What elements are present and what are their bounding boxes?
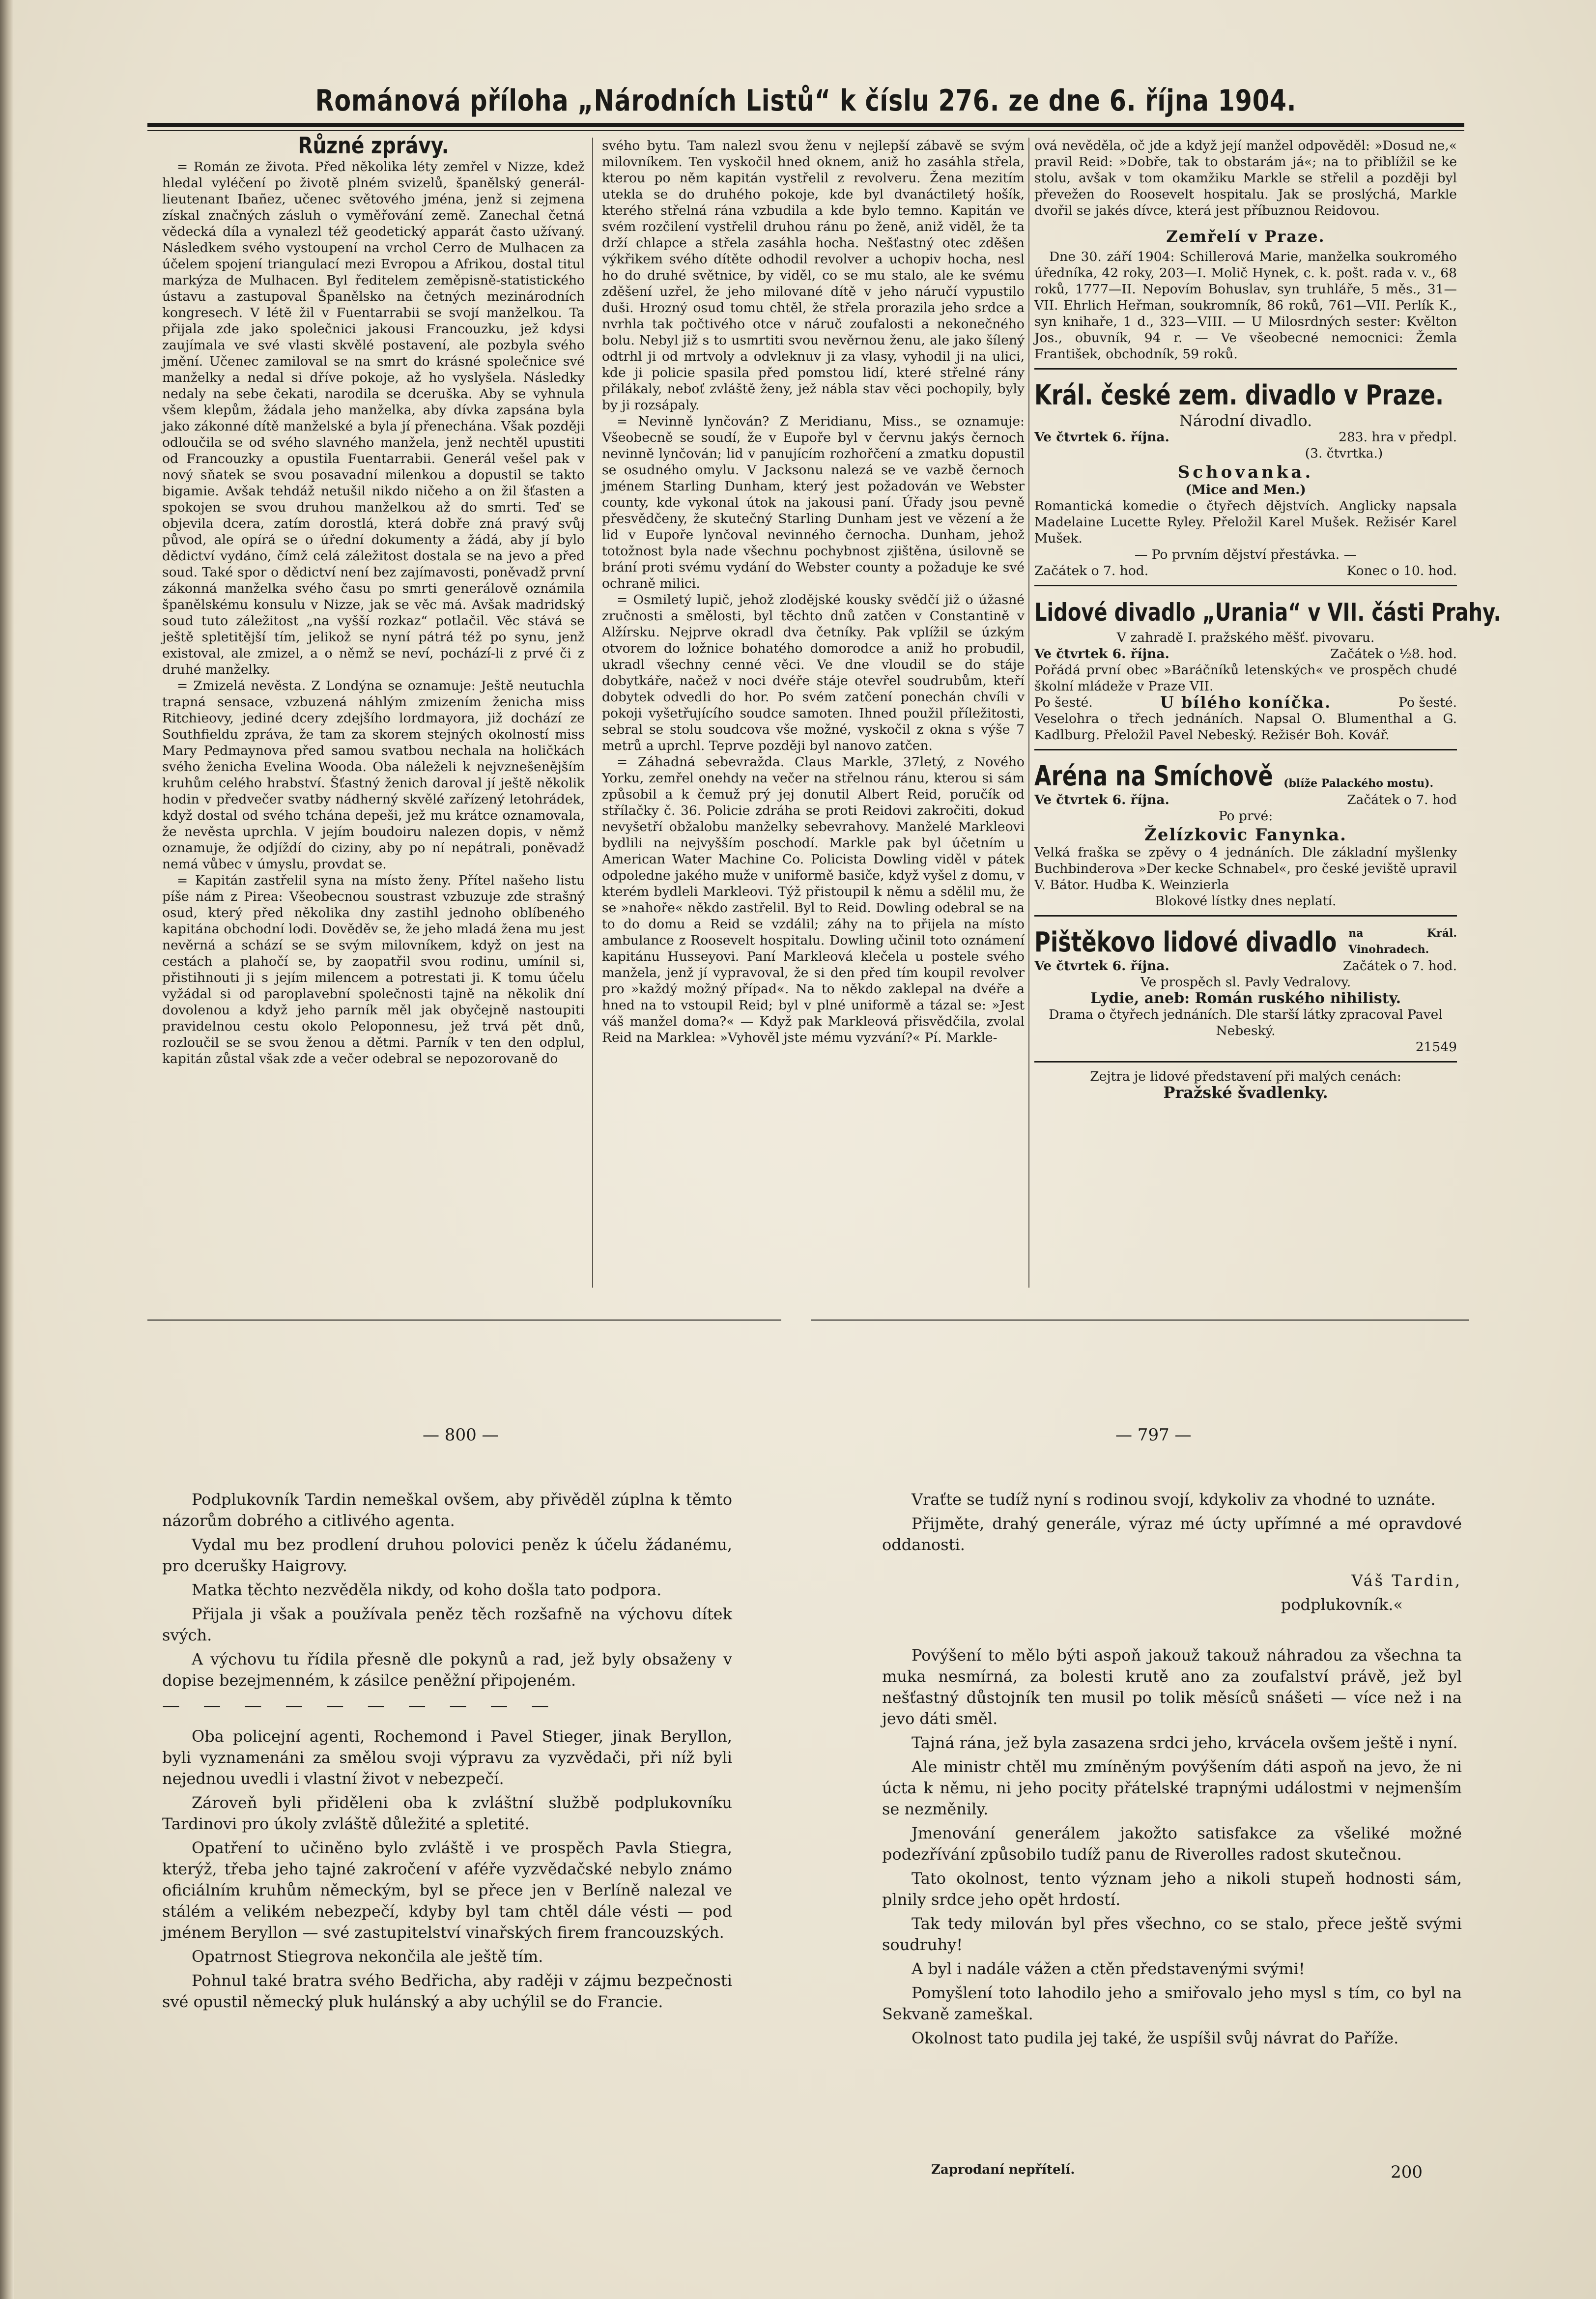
masthead-rule-thin bbox=[147, 130, 1464, 131]
play-title: Želízkovic Fanynka. bbox=[1144, 825, 1347, 845]
deaths-title: Zemřelí v Praze. bbox=[1166, 227, 1325, 246]
article-paragraph: = Záhadná sebevražda. Claus Markle, 37letý, z Nového Yorku, zemřel onehdy na večer na střelnou ránu, kterou si sám způsobil a k čemuž prý jej donutil Albert Reid, poručík od střílačky č. 36. Policie zdráha se proti Reidovi zakročiti, dokud nevyšetří obžalobu manželky sebevrahovy. Manželé Markleovi bydlili na nejvyšším poschodí. Markle pak byl účetním u American Water Machine Co. Policista Dowling viděl v pátek odpoledne jakého muže v uniformě basiče, když vyšel z domu, v kterém bydleli Markleovi. Týž přistoupil k němu a sdělil mu, že se »nahoře« někdo zastřelil. Byl to Reid. Dowling odebral se na to do domu a Reid se vzdálil; záhy na to přijela na místo ambulance z Roosevelt hospitalu. Dowling učinil toto oznámení kapitánu Husseyovi. Paní Markleová klečela u postele svého manžela, jenž jí vypravoval, že si den před tím koupil revolver pro »každý možný případ«. Na to někdo zaklepal na dvéře a hned na to vstoupil Reid; byl v plné uniformě a tázal se: »Jest váš manžel doma?« — Když pak Markleová přisvědčila, zvolal Reid na Markleа: »Vyhověl jste mému vyzvání?« Pí. Markle- bbox=[602, 754, 1025, 1045]
tickets-note: Blokové lístky dnes neplatí. bbox=[1155, 893, 1337, 909]
play-description: Romantická komedie o čtyřech dějstvích. Anglicky napsala Madelaine Lucette Ryley. Přeložil Karel Mušek. Režisér Karel Mušek. bbox=[1034, 498, 1457, 546]
theatre-date: Ve čtvrtek 6. října. bbox=[1034, 430, 1169, 445]
end-time: Konec o 10. hod. bbox=[1346, 563, 1457, 578]
article-paragraph: = Kapitán zastřelil syna na místo ženy. Přítel našeho listu píše nám z Pirea: Všeobecnou soustrast vzbuzuje zde strašný osud, který před několika dny zastihl jednoho oblíbeného kapitána obchodní lodi. Dověděv se, že jeho mladá žena mu jest nevěrná a schází se se svým milovníkem, když on jest na cestách a plahočí se, by zaopatřil svou rodinu, umínil si, přistihnouti ji s jejím milencem a potrestati ji. K tomu účelu vyžádal si od paroplavební společnosti tajně na několik dní dovolenou a když jeho parník měl jak obyčejně nastoupiti pravidelnou cestu okolo Peloponnesu, jež trvá pět dnů, rozloučil se se svou ženou a dětmi. Parník v ten den odplul, kapitán zůstal však zde a večer odebral se nepozorovaně do bbox=[162, 873, 585, 1066]
novel-paragraph: Povýšení to mělo býti aspoň jakouž takouž náhradou za všechna ta muka nesmírná, za bolesti krutě ano za zoufalství právě, jež byl nešťastný důstojník ten musil po tolik měsíců snášeti — více než i na jevo dáti směl. bbox=[882, 1646, 1462, 1728]
play-description: Veselohra o třech jednáních. Napsal O. Blumenthal a G. Kadlburg. Přeložil Pavel Nebeský. Režisér Boh. Kovář. bbox=[1034, 711, 1457, 743]
theatre-title-row bbox=[1034, 756, 1457, 792]
play-title: Lydie, aneb: Román ruského nihilisty. bbox=[1090, 990, 1401, 1007]
theatre-date-row bbox=[1034, 792, 1457, 808]
novel-paragraph: Tato okolnost, tento význam jeho a nikoli stupeň hodnosti sám, plnily srdce jeho opět hrdostí. bbox=[882, 1869, 1462, 1909]
theatre-title: Lidové divadlo „Urania“ v VII. části Prahy. bbox=[1034, 598, 1501, 627]
performance-number: 283. hra v předpl. bbox=[1339, 430, 1457, 445]
novel-paragraph: Přijala ji však a používala peněz těch rozšafně na výchovu dítek svých. bbox=[162, 1605, 732, 1644]
divider bbox=[1034, 585, 1457, 586]
article-paragraph: = Nevinně lynčován? Z Meridianu, Miss., se oznamuje: Všeobecně se soudí, že v Eupoře byl v červnu jakýs černoch nevinně lynčován; lid v panujícím rozhořčení a zmatku dopustil se osudného omylu. V Jacksonu nalezá se ve vazbě černoch jménem Starling Dunham, který jest požadován ve Webster county, kde vykonal útok na jakousi paní. Úřady jsou pevně přesvědčeny, že skutečný Starling Dunham jest ve vězení a že lid v Eupoře lynčoval nevinného černocha. Dunham, jehož totožnost byla nade všechnu pochybnost zjištěna, úsilovně se brání proti svému vydání do Webster county a požaduje ke své ochraně milici. bbox=[602, 414, 1025, 591]
theatre-title: Král. české zem. divadlo v Praze. bbox=[1034, 379, 1444, 411]
divider bbox=[1034, 1061, 1457, 1063]
benefit-note: Ve prospěch sl. Pavly Vedralovy. bbox=[1140, 975, 1351, 990]
divider bbox=[1034, 749, 1457, 750]
novel-paragraph: Pohnul také bratra svého Bedřicha, aby raději v zájmu bezpečnosti své opustil německý pluk hulánský a aby uchýlil se do Francie. bbox=[162, 1971, 732, 2011]
article-paragraph: ová nevěděla, oč jde a když její manžel odpověděl: »Dosud ne,« pravil Reid: »Dobře, tak to obstarám já«; na to přiblížil se ke stolu, avšak v tom okamžiku Markle se střelil a později byl převežen do Roosevelt hospitalu. Jak se proslýchá, Markle dvořil se jakés dívce, která jest příbuznou Reidovou. bbox=[1034, 138, 1457, 218]
cut-rule-left bbox=[147, 1320, 781, 1321]
page-number-left: — 800 — bbox=[423, 1425, 499, 1445]
masthead: Románová příloha „Národních Listů“ k číslu 276. ze dne 6. října 1904. bbox=[315, 84, 1297, 118]
masthead-rule bbox=[147, 123, 1464, 127]
novel-paragraph: Tajná rána, jež byla zasazena srdci jeho, krvácela ovšem ještě i nyní. bbox=[912, 1733, 1458, 1752]
page-number-right: — 797 — bbox=[1115, 1425, 1192, 1445]
novel-page-right bbox=[882, 1489, 1462, 2052]
novel-paragraph: Oba policejní agenti, Rochemond i Pavel Stieger, jinak Beryllon, byli vyznamenáni za smělou svoji výpravu za vyzvědači, při níž byli nejednou uvedli i vlastní život v nebezpečí. bbox=[162, 1727, 732, 1788]
article-paragraph: svého bytu. Tam nalezl svou ženu v nejlepší zábavě se svým milovníkem. Ten vyskočil hned oknem, aniž ho zasáhla střela, kterou po něm kapitán vystřelil z revolveru. Žena mezitím utekla se do druhého pokoje, kde byl dvanáctiletý hošík, kterého střelná rána vzbudila a kde bylo temno. Kapitán ve svém rozčilení vystřelil druhou ránu po ženě, aniž viděl, že ta drží chlapce a střela zasáhla hocha. Nešťastný otec zděšen výkřikem svého dítěte odhodil revolver a uchopiv hocha, nesl ho do druhé světnice, by viděl, co se mu stalo, ale ke svému zděšení uzřel, že jeho milované dítě v jeho náručí vypustilo duši. Hrozný osud tomu chtěl, že střela prorazila jeho srdce a nvrhla tak počtivého otce v náruč zoufalosti a nekonečného bolu. Nebyl již s to usmrtiti svou nevěrnou ženu, ale jako šílený odtrhl ji od mrtvoly a odvleknuv ji za vlasy, vyhodil ji na ulici, kde ji policie spasila před pomstou lidí, které střelné rány přilákaly, neboť zvláště ženy, jež nábla stav věci pochopily, byly by ji rozsápaly. bbox=[602, 138, 1025, 413]
intermission-note: — Po prvním dějství přestávka. — bbox=[1134, 547, 1357, 562]
theatre-location-note: na Král. Vinohradech. bbox=[1348, 927, 1457, 956]
play-prefix: Po šesté. bbox=[1034, 695, 1093, 710]
divider bbox=[1034, 368, 1457, 370]
deaths-list: Dne 30. září 1904: Schillerová Marie, manželka soukromého úředníka, 42 roky, 203—I. Molič Hynek, c. k. pošt. rada v. v., 68 roků, 1777—II. Nepovím Bohuslav, syn truhláře, 5 měs., 31—VII. Ehrlich Heřman, soukromník, 86 roků, 761—VII. Perlík K., syn knihaře, 1 d., 323—VIII. — U Milosrdných sester: Kvělton Jos., obuvník, 94 r. — Ve všeobecné nemocnici: Žemla František, obchodník, 59 roků. bbox=[1034, 249, 1457, 362]
novel-paragraph: Zároveň byli přiděleni oba k zvláštní službě podplukovníku Tardinovi pro úkoly zvláště důležité a spletité. bbox=[162, 1793, 732, 1833]
column-3 bbox=[1034, 138, 1501, 1102]
novel-paragraph: A výchovu tu řídila přesně dle pokynů a rad, jež byly obsaženy v dopise bezejmenném, k zásilce peněžní připojeném. bbox=[162, 1650, 732, 1690]
column-divider bbox=[1028, 138, 1029, 1288]
novel-paragraph: Vraťte se tudíž nyní s rodinou svojí, kdykoliv za vhodné to uznáte. bbox=[912, 1490, 1436, 1509]
play-title-row bbox=[1034, 694, 1457, 711]
novel-title-footer: Zaprodaní nepřítelí. bbox=[931, 2162, 1075, 2177]
tomorrow-note: Zejtra je lidové představení při malých cenách: bbox=[1090, 1069, 1401, 1084]
play-title: Schovanka. bbox=[1177, 462, 1314, 482]
column-1 bbox=[162, 132, 585, 1067]
play-description: Velká fraška se zpěvy o 4 jednáních. Dle základní myšlenky Buchbinderova »Der kecke Schnabel«, pro české jeviště upravil V. Bátor. Hudba K. Weinzierla bbox=[1034, 845, 1457, 892]
letter-signature-rank: podplukovník.« bbox=[1281, 1595, 1403, 1614]
article-paragraph: = Osmiletý lupič, jehož zlodějské kousky svědčí již o úžasné zručnosti a smělosti, byl těchto dnů zatčen v Constantině v Alžírsku. Nejprve okradl dva četníky. Pak vplížil se úzkým otvorem do ložnice bohatého domorodce a aniž ho probudil, ukradl všechny cenné věci. Ve dne vloudil se do stáje dobytkáře, načež v noci dvéře stáje otevřel soudrubům, kteří dobytek odvedli do hor. Po svém zatčení ponechán chvíli v pokoji vyšetřujícího soudce samoten. Ihned použil příležitosti, sebral se stolu soudcova vše možné, vyskočil z okna s výše 7 metrů a uprchl. Teprve později byl nanovo zatčen. bbox=[602, 592, 1025, 753]
performance-series: (3. čtvrtka.) bbox=[1305, 446, 1383, 461]
section-title: Různé zprávy. bbox=[298, 132, 449, 159]
novel-paragraph: Opatrnost Stiegrova nekončila ale ještě tím. bbox=[192, 1947, 543, 1966]
theatre-organizer: Pořádá první obec »Baráčníků letenských« ve prospěch chudé školní mládeže v Praze VII. bbox=[1034, 662, 1457, 694]
start-time: Začátek o 7. hod. bbox=[1034, 563, 1149, 578]
play-suffix: Po šesté. bbox=[1398, 695, 1457, 710]
novel-paragraph: Tak tedy milován byl přes všechno, co se stalo, přece ještě svými soudruhy! bbox=[882, 1914, 1462, 1954]
novel-paragraph: Ale ministr chtěl mu zmíněným povýšením dáti aspoň na jevo, že ni úcta k němu, ni jeho pocity přátelské trapnými událostmi v nejmenším se nezměnily. bbox=[882, 1757, 1462, 1818]
start-time: Začátek o ½8. hod. bbox=[1330, 646, 1457, 661]
novel-paragraph: Přijměte, drahý generále, výraz mé úcty upřímné a mé opravdové oddanosti. bbox=[882, 1514, 1462, 1554]
article-paragraph: = Román ze života. Před několika léty zemřel v Nizze, kdež hledal vyléčení po životě plném svizelů, španělský generál-lieutenant Ibañez, učenec světového jména, jenž si zejmena získal značných zásluh o vyměřování země. Zanechal četná vědecká díla a vynalezl též geodetický apparát často užívaný. Následkem svého vystoupení na vrchol Cerro de Mulhacen za účelem spojení triangulací mezi Evropou a Afrikou, dostal titul markýza de Mulhacen. Byl ředitelem zeměpisně-statistického ústavu a zastupoval Španělsko na četných mezinárodních kongresech. V létě žil v Fuentarrabii se svojí manželkou. Ta přijala zde jako společnici jakousi Francouzku, jež kdysi zaujímala ve své vlasti skvělé postavení, ale pozbyla svého jmění. Učenec zamiloval se na smrt do krásné společnice své manželky a nedal si dříve pokoje, až ho vyslyšela. Následky nedaly na sebe čekati, narodila se dceruška. Aby se vyhnula všem klepům, žádala jeho manželka, aby dívka zapsána byla jako zákonné dítě manželské a byla jí přenechána. Však později odloučila se od svého slavného manžela, jenž nechtěl upustiti od Francouzky a opustila Fuentarrabii. Generál vešel pak v nový sňatek se svou posavadní milenkou a dopustil se takto bigamie. Avšak tehdáž netušil nikdo ničeho a on žil šťasten a spokojen se svou druhou manželkou až do smrti. Teď se objevila dcera, zatím dorostlá, která dobře zná pravý svůj původ, ale opírá se o úřední dokumenty a žádá, aby jí bylo dědictví vydáno, čímž celá záležitost dostala se na jevo a před soud. Také spor o dědictví není bez zajímavosti, poněvadž první zákonná manželka svého času po smrti generálově oznámila španělskému konsulu v Nizze, jak se věc má. Avšak madridský soud tuto záležitost „na vyšší rozkaz“ potlačil. Věc stává se ještě spletitější tím, jelikož se nyní pátrá též po synu, jenž existoval, ale zmizel, a o němž se neví, pochází-li z prvé či z druhé manželky. bbox=[162, 159, 585, 677]
novel-paragraph: A byl i nadále vážen a ctěn představenými svými! bbox=[912, 1959, 1305, 1978]
theatre-date-row bbox=[1034, 429, 1457, 445]
binding-edge bbox=[0, 0, 14, 2299]
column-2 bbox=[602, 138, 1025, 1046]
divider bbox=[1034, 915, 1457, 917]
start-time: Začátek o 7. hod bbox=[1347, 792, 1457, 807]
tomorrow-play: Pražské švadlenky. bbox=[1163, 1083, 1328, 1102]
theatre-date: Ve čtvrtek 6. října. bbox=[1034, 646, 1169, 661]
theatre-subtitle: Národní divadlo. bbox=[1179, 411, 1312, 430]
theatre-date-row bbox=[1034, 958, 1457, 974]
play-description: Drama o čtyřech jednáních. Dle starší látky zpracoval Pavel Nebeský. bbox=[1049, 1007, 1443, 1038]
novel-paragraph: Pomyšlení toto lahodilo jeho a smiřovalo jeho mysl s tím, co byl na Sekvaně zameškal. bbox=[882, 1983, 1462, 2023]
theatre-title: Aréna na Smíchově bbox=[1034, 760, 1273, 792]
letter-signature: Váš Tardin, bbox=[1351, 1571, 1462, 1590]
novel-paragraph: Matka těchto nezvěděla nikdy, od koho došla tato podpora. bbox=[192, 1581, 662, 1599]
ad-code: 21549 bbox=[1415, 1039, 1457, 1055]
signature-number: 200 bbox=[1391, 2162, 1423, 2182]
play-title-english: (Mice and Men.) bbox=[1185, 482, 1306, 497]
novel-paragraph: Okolnost tato pudila jej také, že uspíšil svůj návrat do Paříže. bbox=[912, 2029, 1399, 2047]
theatre-title-row bbox=[1034, 922, 1457, 958]
theatre-date: Ve čtvrtek 6. října. bbox=[1034, 792, 1169, 807]
novel-paragraph: Podplukovník Tardin nemeškal ovšem, aby přivěděl zúplna k těmto názorům dobrého a citlivého agenta. bbox=[162, 1490, 732, 1530]
premiere-note: Po prvé: bbox=[1218, 808, 1273, 824]
section-break: — — — — — — — — — — bbox=[162, 1696, 558, 1716]
theatre-subtitle: V zahradě I. pražského měšť. pivovaru. bbox=[1116, 630, 1375, 645]
theatre-times-row bbox=[1034, 563, 1457, 579]
play-title: U bílého koníčka. bbox=[1160, 693, 1332, 712]
theatre-date-row bbox=[1034, 646, 1457, 662]
novel-paragraph: Jmenování generálem jakožto satisfakce za všeliké možné podezřívání způsobilo tudíž panu de Riverolles radost skutečnou. bbox=[882, 1824, 1462, 1864]
theatre-title: Pištěkovo lidové divadlo bbox=[1034, 926, 1337, 958]
column-divider bbox=[592, 138, 593, 1288]
start-time: Začátek o 7. hod. bbox=[1342, 958, 1457, 974]
novel-page-left bbox=[162, 1489, 732, 2015]
article-paragraph: = Zmizelá nevěsta. Z Londýna se oznamuje: Ještě neutuchla trapná sensace, vzbuzená náhlým zmizením ženicha miss Ritchieovy, jediné dcery zdejšího lordmayora, již dochází ze Southfieldu zpráva, že tam za skorem stejných okolností miss Mary Pedmaynova před samou svatbou nechala na holičkách svého ženicha Evelina Wooda. Oba náleželi k nejvznešenějším kruhům celého hrabství. Šťastný ženich daroval jí ještě několik hodin v předvečer svatby nádherný skvělé zařízený letohrádek, když dostal od svého tchána depeši, jež mu krátce oznamovala, že nevěsta uprchla. V jejím boudoiru nalezen dopis, v němž oznamuje, že odjíždí do ciziny, aby po ní nepátrali, poněvadž nemá vůbec v úmyslu, provdat se. bbox=[162, 678, 585, 872]
theatre-date: Ve čtvrtek 6. října. bbox=[1034, 958, 1169, 974]
novel-paragraph: Vydal mu bez prodlení druhou polovici peněz k účelu žádanému, pro dcerušky Haigrovy. bbox=[162, 1535, 732, 1575]
novel-paragraph: Opatření to učiněno bylo zvláště i ve prospěch Pavla Stiegra, kterýž, třeba jeho tajné zakročení v aféře vyzvědačské nebylo známo oficiálním kruhům německým, byl se přece jen v Berlíně nalezal ve stálém a velikém nebezpečí, kdyby byl tam chtěl dále vésti — pod jménem Beryllon — své zastupitelství vinařských firem francouzských. bbox=[162, 1839, 732, 1942]
novel-footer bbox=[931, 2162, 1423, 2182]
theatre-location-note: (blíže Palackého mostu). bbox=[1283, 777, 1434, 790]
cut-rule-right bbox=[811, 1320, 1469, 1321]
